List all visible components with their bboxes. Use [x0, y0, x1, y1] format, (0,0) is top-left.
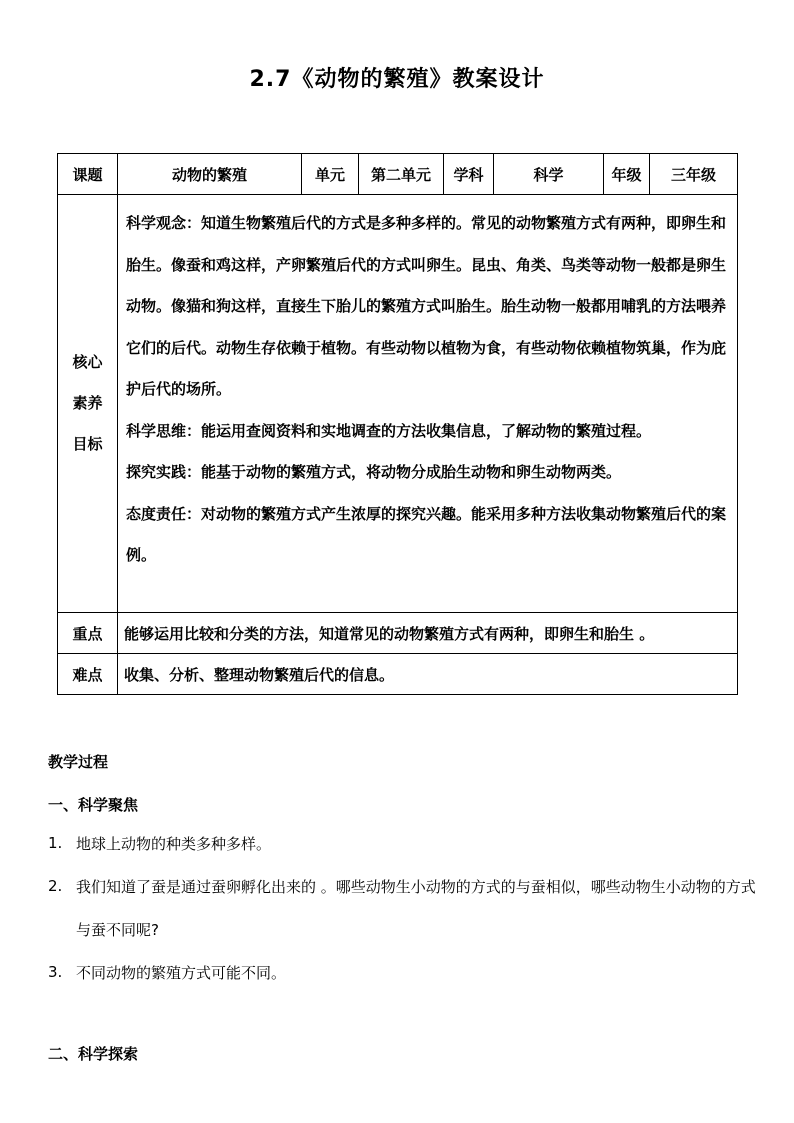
list-item: [48, 823, 758, 866]
key-point-text: 能够运用比较和分类的方法，知道常见的动物繁殖方式有两种，即卵生和胎生 。: [118, 613, 738, 654]
goal-attitude: 态度责任：对动物的繁殖方式产生浓厚的探究兴趣。能采用多种方法收集动物繁殖后代的案例。: [126, 504, 727, 564]
list-number: 2.: [48, 877, 63, 895]
header-row: [58, 154, 738, 195]
core-goals-content: [118, 195, 738, 613]
core-goals-label: 核心 素养 目标: [58, 195, 118, 613]
topic-label: 课题: [58, 154, 118, 195]
lesson-plan-table: [57, 153, 738, 695]
list-text: 我们知道了蚕是通过蚕卵孵化出来的 。哪些动物生小动物的方式的与蚕相似，哪些动物生小动物的方式与蚕不同呢?: [76, 878, 756, 939]
list-text: 地球上动物的种类多种多样。: [76, 835, 272, 853]
section1-title: 一、科学聚焦: [48, 796, 139, 814]
unit-value: 第二单元: [359, 154, 444, 195]
difficulty-row: [58, 654, 738, 695]
difficulty-text: 收集、分析、整理动物繁殖后代的信息。: [118, 654, 738, 695]
subject-value: 科学: [494, 154, 604, 195]
list-item: [48, 866, 758, 952]
core-goals-row: [58, 195, 738, 613]
process-heading: 教学过程: [48, 753, 109, 771]
unit-label: 单元: [302, 154, 359, 195]
list-text: 不同动物的繁殖方式可能不同。: [76, 964, 287, 982]
grade-value: 三年级: [650, 154, 738, 195]
goal-inquiry-practice: 探究实践：能基于动物的繁殖方式，将动物分成胎生动物和卵生动物两类。: [126, 463, 622, 481]
subject-label: 学科: [444, 154, 494, 195]
section2-title: 二、科学探索: [48, 1045, 139, 1063]
document-title: 2.7《动物的繁殖》教案设计: [249, 67, 545, 92]
goal-science-thinking: 科学思维：能运用查阅资料和实地调查的方法收集信息，了解动物的繁殖过程。: [126, 421, 652, 440]
list-item: [48, 952, 758, 995]
key-point-row: [58, 613, 738, 654]
list-number: 1.: [48, 834, 63, 852]
goal-science-concept: 科学观念：知道生物繁殖后代的方式是多种多样的。常见的动物繁殖方式有两种，即卵生和胎生。像蚕和鸡这样，产卵繁殖后代的方式叫卵生。昆虫、角类、鸟类等动物一般都是卵生动物。像猫和狗这样，直接生下胎儿的繁殖方式叫胎生。胎生动物一般都用哺乳的方法喂养它们的后代。动物生存依赖于植物。有些动物以植物为食，有些动物依赖植物筑巢，作为庇护后代的场所。: [126, 214, 727, 398]
difficulty-label: 难点: [58, 654, 118, 695]
list-number: 3.: [48, 963, 63, 981]
topic-value: 动物的繁殖: [118, 154, 302, 195]
grade-label: 年级: [604, 154, 650, 195]
key-point-label: 重点: [58, 613, 118, 654]
